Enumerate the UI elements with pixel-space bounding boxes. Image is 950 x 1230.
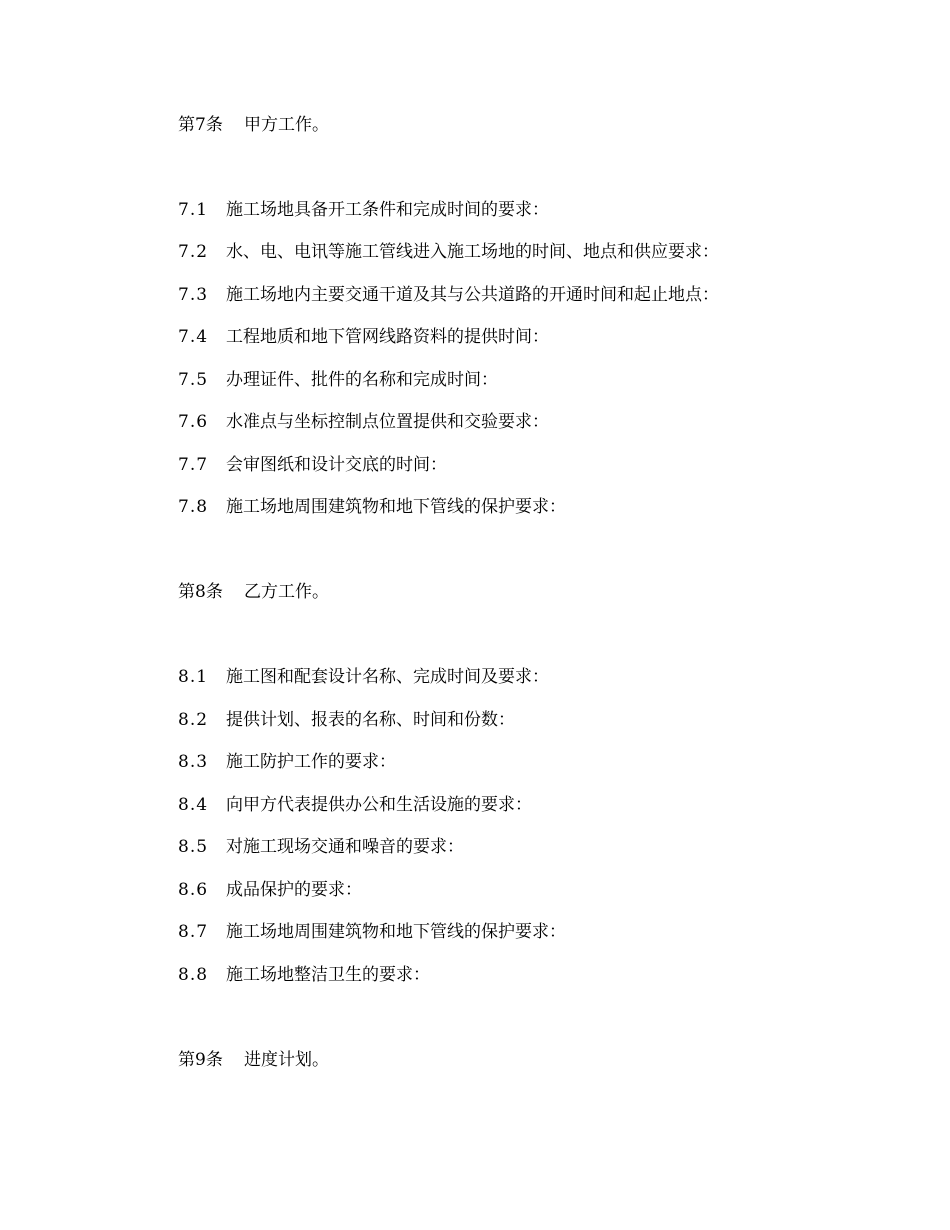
clause-number: 7.4 xyxy=(178,327,209,347)
clause-text: 成品保护的要求： xyxy=(226,880,362,900)
clause-7-1 xyxy=(178,199,549,221)
clause-text: 工程地质和地下管网线路资料的提供时间： xyxy=(226,327,549,347)
clause-text: 水准点与坐标控制点位置提供和交验要求： xyxy=(226,412,549,432)
clause-number: 7.7 xyxy=(178,455,209,475)
clause-8-7 xyxy=(178,921,566,943)
clause-8-6 xyxy=(178,879,362,901)
clause-number: 8.4 xyxy=(178,795,209,815)
clause-7-3 xyxy=(178,284,719,306)
clause-text: 水、电、电讯等施工管线进入施工场地的时间、地点和供应要求： xyxy=(226,242,719,262)
clause-text: 提供计划、报表的名称、时间和份数： xyxy=(226,710,515,730)
clause-number: 8.7 xyxy=(178,922,209,942)
clause-text: 办理证件、批件的名称和完成时间： xyxy=(226,370,498,390)
clause-text: 会审图纸和设计交底的时间： xyxy=(226,455,447,475)
article-title: 进度计划。 xyxy=(244,1050,329,1070)
clause-8-8 xyxy=(178,964,430,986)
article-9-heading xyxy=(178,1049,329,1071)
clause-8-2 xyxy=(178,709,515,731)
clause-7-5 xyxy=(178,369,498,391)
clause-text: 施工场地周围建筑物和地下管线的保护要求： xyxy=(226,497,566,517)
clause-text: 施工图和配套设计名称、完成时间及要求： xyxy=(226,667,549,687)
article-number: 第9条 xyxy=(178,1050,223,1070)
clause-number: 8.8 xyxy=(178,965,209,985)
clause-8-5 xyxy=(178,836,464,858)
clause-text: 对施工现场交通和噪音的要求： xyxy=(226,837,464,857)
clause-8-4 xyxy=(178,794,532,816)
clause-text: 向甲方代表提供办公和生活设施的要求： xyxy=(226,795,532,815)
clause-number: 7.8 xyxy=(178,497,209,517)
clause-number: 7.6 xyxy=(178,412,209,432)
clause-number: 7.3 xyxy=(178,285,209,305)
clause-7-8 xyxy=(178,496,566,518)
clause-number: 8.2 xyxy=(178,710,209,730)
article-7-heading xyxy=(178,114,329,136)
clause-text: 施工场地周围建筑物和地下管线的保护要求： xyxy=(226,922,566,942)
clause-text: 施工场地内主要交通干道及其与公共道路的开通时间和起止地点： xyxy=(226,285,719,305)
clause-7-6 xyxy=(178,411,549,433)
clause-number: 8.3 xyxy=(178,752,209,772)
article-8-heading xyxy=(178,581,329,603)
clause-number: 8.6 xyxy=(178,880,209,900)
clause-text: 施工场地整洁卫生的要求： xyxy=(226,965,430,985)
clause-7-7 xyxy=(178,454,447,476)
clause-text: 施工防护工作的要求： xyxy=(226,752,396,772)
clause-number: 8.1 xyxy=(178,667,209,687)
clause-number: 7.2 xyxy=(178,242,209,262)
clause-number: 7.5 xyxy=(178,370,209,390)
article-title: 甲方工作。 xyxy=(244,115,329,135)
clause-7-2 xyxy=(178,241,719,263)
article-number: 第7条 xyxy=(178,115,223,135)
clause-number: 7.1 xyxy=(178,200,209,220)
article-number: 第8条 xyxy=(178,582,223,602)
clause-7-4 xyxy=(178,326,549,348)
clause-number: 8.5 xyxy=(178,837,209,857)
article-title: 乙方工作。 xyxy=(244,582,329,602)
clause-8-1 xyxy=(178,666,549,688)
clause-text: 施工场地具备开工条件和完成时间的要求： xyxy=(226,200,549,220)
clause-8-3 xyxy=(178,751,396,773)
